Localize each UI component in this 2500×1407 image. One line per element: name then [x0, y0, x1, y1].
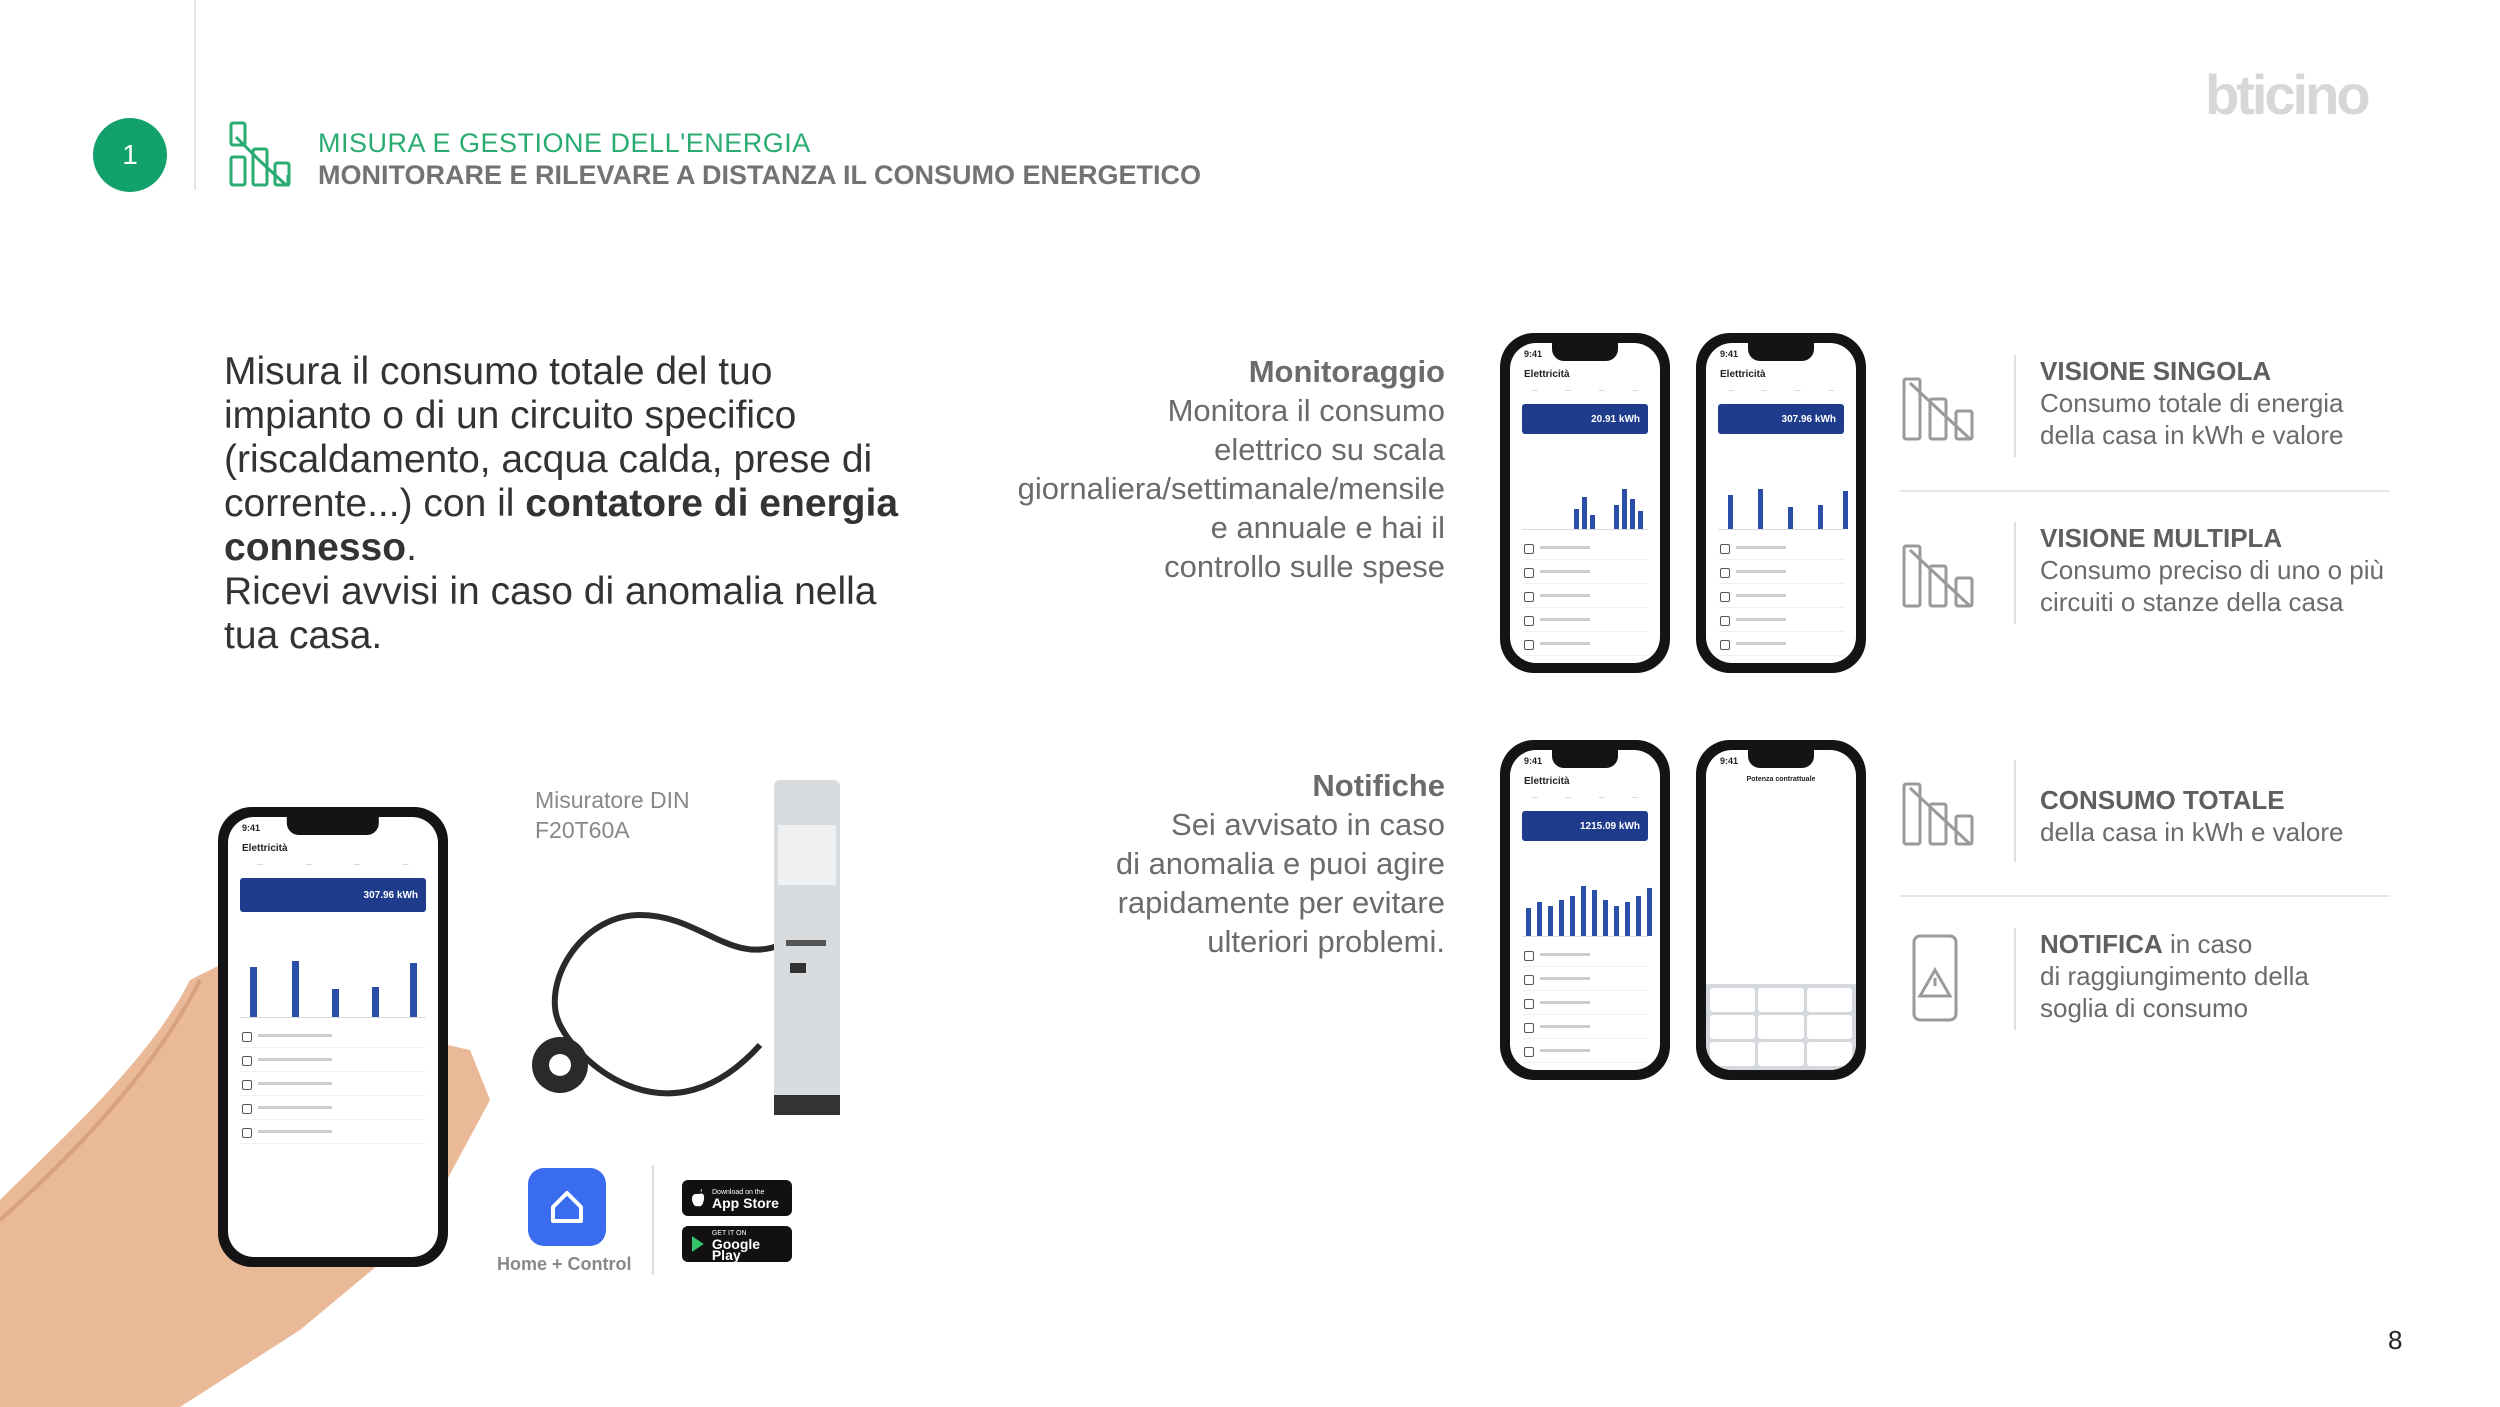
- notifications-line: di anomalia e puoi agire: [1115, 846, 1445, 881]
- intro-alert-text: Ricevi avvisi in caso di anomalia nella tua casa.: [224, 570, 877, 657]
- section-subtitle: MONITORARE E RILEVARE A DISTANZA IL CONSUMO ENERGETICO: [318, 160, 1202, 190]
- phone-monitoring-day: 9:41 Elettricità — — — — 20.91 kWh: [1500, 333, 1670, 673]
- phone-app-main: 9:41 Elettricità — — — — 307.96 kWh: [218, 807, 448, 1267]
- notifications-section: [1000, 766, 1445, 961]
- appstore-small-text: Download on the: [712, 1189, 765, 1196]
- google-small-text: GET IT ON: [711, 1229, 747, 1237]
- kwh-banner: 307.96 kWh: [1718, 404, 1844, 434]
- monitoring-section: [1000, 352, 1445, 586]
- single-view-icon: [1900, 355, 1990, 455]
- feature-line: di raggiungimento della: [2040, 961, 2309, 991]
- monitoring-line: elettrico su scala: [1214, 432, 1445, 467]
- section-number-badge: 1: [93, 118, 167, 192]
- app-store-badge[interactable]: [682, 1180, 792, 1216]
- home-icon: [545, 1185, 589, 1229]
- feature-line: della casa in kWh e valore: [2040, 420, 2344, 450]
- phone-monitoring-month: 9:41 Elettricità — — — — 307.96 kWh: [1696, 333, 1866, 673]
- notifications-title: Notifiche: [1312, 768, 1445, 803]
- consumption-chart: [1718, 440, 1844, 530]
- status-time: 9:41: [1524, 349, 1543, 359]
- feature-line: Consumo totale di energia: [2040, 388, 2344, 418]
- energy-meter-icon: [228, 117, 294, 189]
- din-meter-device-image: [520, 765, 850, 1115]
- feature-multiple-view: [1900, 522, 2400, 632]
- monitoring-title: Monitoraggio: [1248, 354, 1445, 389]
- consumption-chart: [240, 918, 426, 1018]
- notifications-line: rapidamente per evitare: [1117, 885, 1445, 920]
- appstore-big-text: App Store: [712, 1195, 779, 1211]
- consumption-chart: [1522, 847, 1648, 937]
- feature-title: VISIONE SINGOLA: [2040, 356, 2272, 386]
- intro-bold-text: contatore di energia connesso: [224, 482, 899, 569]
- app-caption: Home + Control: [497, 1254, 632, 1274]
- intro-paragraph: [224, 350, 924, 658]
- play-icon: [690, 1235, 706, 1253]
- google-big-text: Google Play: [711, 1235, 761, 1263]
- apple-icon: [690, 1189, 706, 1207]
- screen-title: Potenza contrattuale: [1746, 776, 1816, 783]
- status-time: 9:41: [1524, 756, 1543, 766]
- monitoring-line: Monitora il consumo: [1167, 393, 1445, 428]
- app-title: Elettricità: [1524, 369, 1570, 380]
- feature-title: CONSUMO TOTALE: [2040, 785, 2285, 815]
- notifications-line: ulteriori problemi.: [1207, 924, 1445, 959]
- kwh-banner: 20.91 kWh: [1522, 404, 1648, 434]
- app-title: Elettricità: [1524, 776, 1570, 787]
- intro-text-end: .: [406, 526, 417, 569]
- feature-line: soglia di consumo: [2040, 993, 2249, 1023]
- consumption-chart: [1522, 440, 1648, 530]
- monitoring-line: e annuale e hai il: [1210, 510, 1445, 545]
- feature-title: VISIONE MULTIPLA: [2040, 523, 2283, 553]
- monitoring-line: controllo sulle spese: [1164, 549, 1445, 584]
- numeric-keypad: [1706, 984, 1856, 1070]
- header-divider: [194, 0, 196, 190]
- feature-total-consumption: [1900, 760, 2400, 870]
- feature-title: NOTIFICA: [2040, 929, 2163, 959]
- meter-label-line: Misuratore DIN: [535, 787, 690, 813]
- feature-line: della casa in kWh e valore: [2040, 817, 2344, 847]
- phone-notifications-year: 9:41 Elettricità — — — — 1215.09 kWh: [1500, 740, 1670, 1080]
- feature-title-rest: in caso: [2162, 929, 2253, 959]
- status-time: 9:41: [242, 823, 261, 833]
- kwh-banner: 1215.09 kWh: [1522, 811, 1648, 841]
- status-time: 9:41: [1720, 756, 1739, 766]
- kwh-banner: 307.96 kWh: [240, 878, 426, 912]
- app-title: Elettricità: [1720, 369, 1766, 380]
- google-play-badge[interactable]: [682, 1226, 792, 1262]
- brand-logo: bticino: [2205, 63, 2368, 126]
- feature-single-view: [1900, 355, 2400, 465]
- page-number: 8: [2388, 1325, 2403, 1355]
- phone-power-threshold: [1696, 740, 1866, 1080]
- status-time: 9:41: [1720, 349, 1739, 359]
- feature-line: Consumo preciso di uno o più: [2040, 555, 2384, 585]
- app-title: Elettricità: [242, 843, 288, 854]
- meter-model: F20T60A: [535, 817, 630, 843]
- intro-text: Misura il consumo totale del tuo impianto o di un circuito specifico (riscaldamento, acqua calda, prese di corrente...) con il: [224, 350, 873, 525]
- home-control-app-tile[interactable]: [528, 1168, 606, 1246]
- phone-warning-icon: [1900, 928, 1990, 1028]
- multiple-view-icon: [1900, 522, 1990, 622]
- feature-line: circuiti o stanze della casa: [2040, 587, 2344, 617]
- apps-divider: [652, 1165, 654, 1275]
- section-title: MISURA E GESTIONE DELL'ENERGIA: [318, 128, 811, 158]
- feature-notification: [1900, 928, 2400, 1038]
- monitoring-line: giornaliera/settimanale/mensile: [1017, 471, 1445, 506]
- notifications-line: Sei avvisato in caso: [1171, 807, 1445, 842]
- total-consumption-icon: [1900, 760, 1990, 860]
